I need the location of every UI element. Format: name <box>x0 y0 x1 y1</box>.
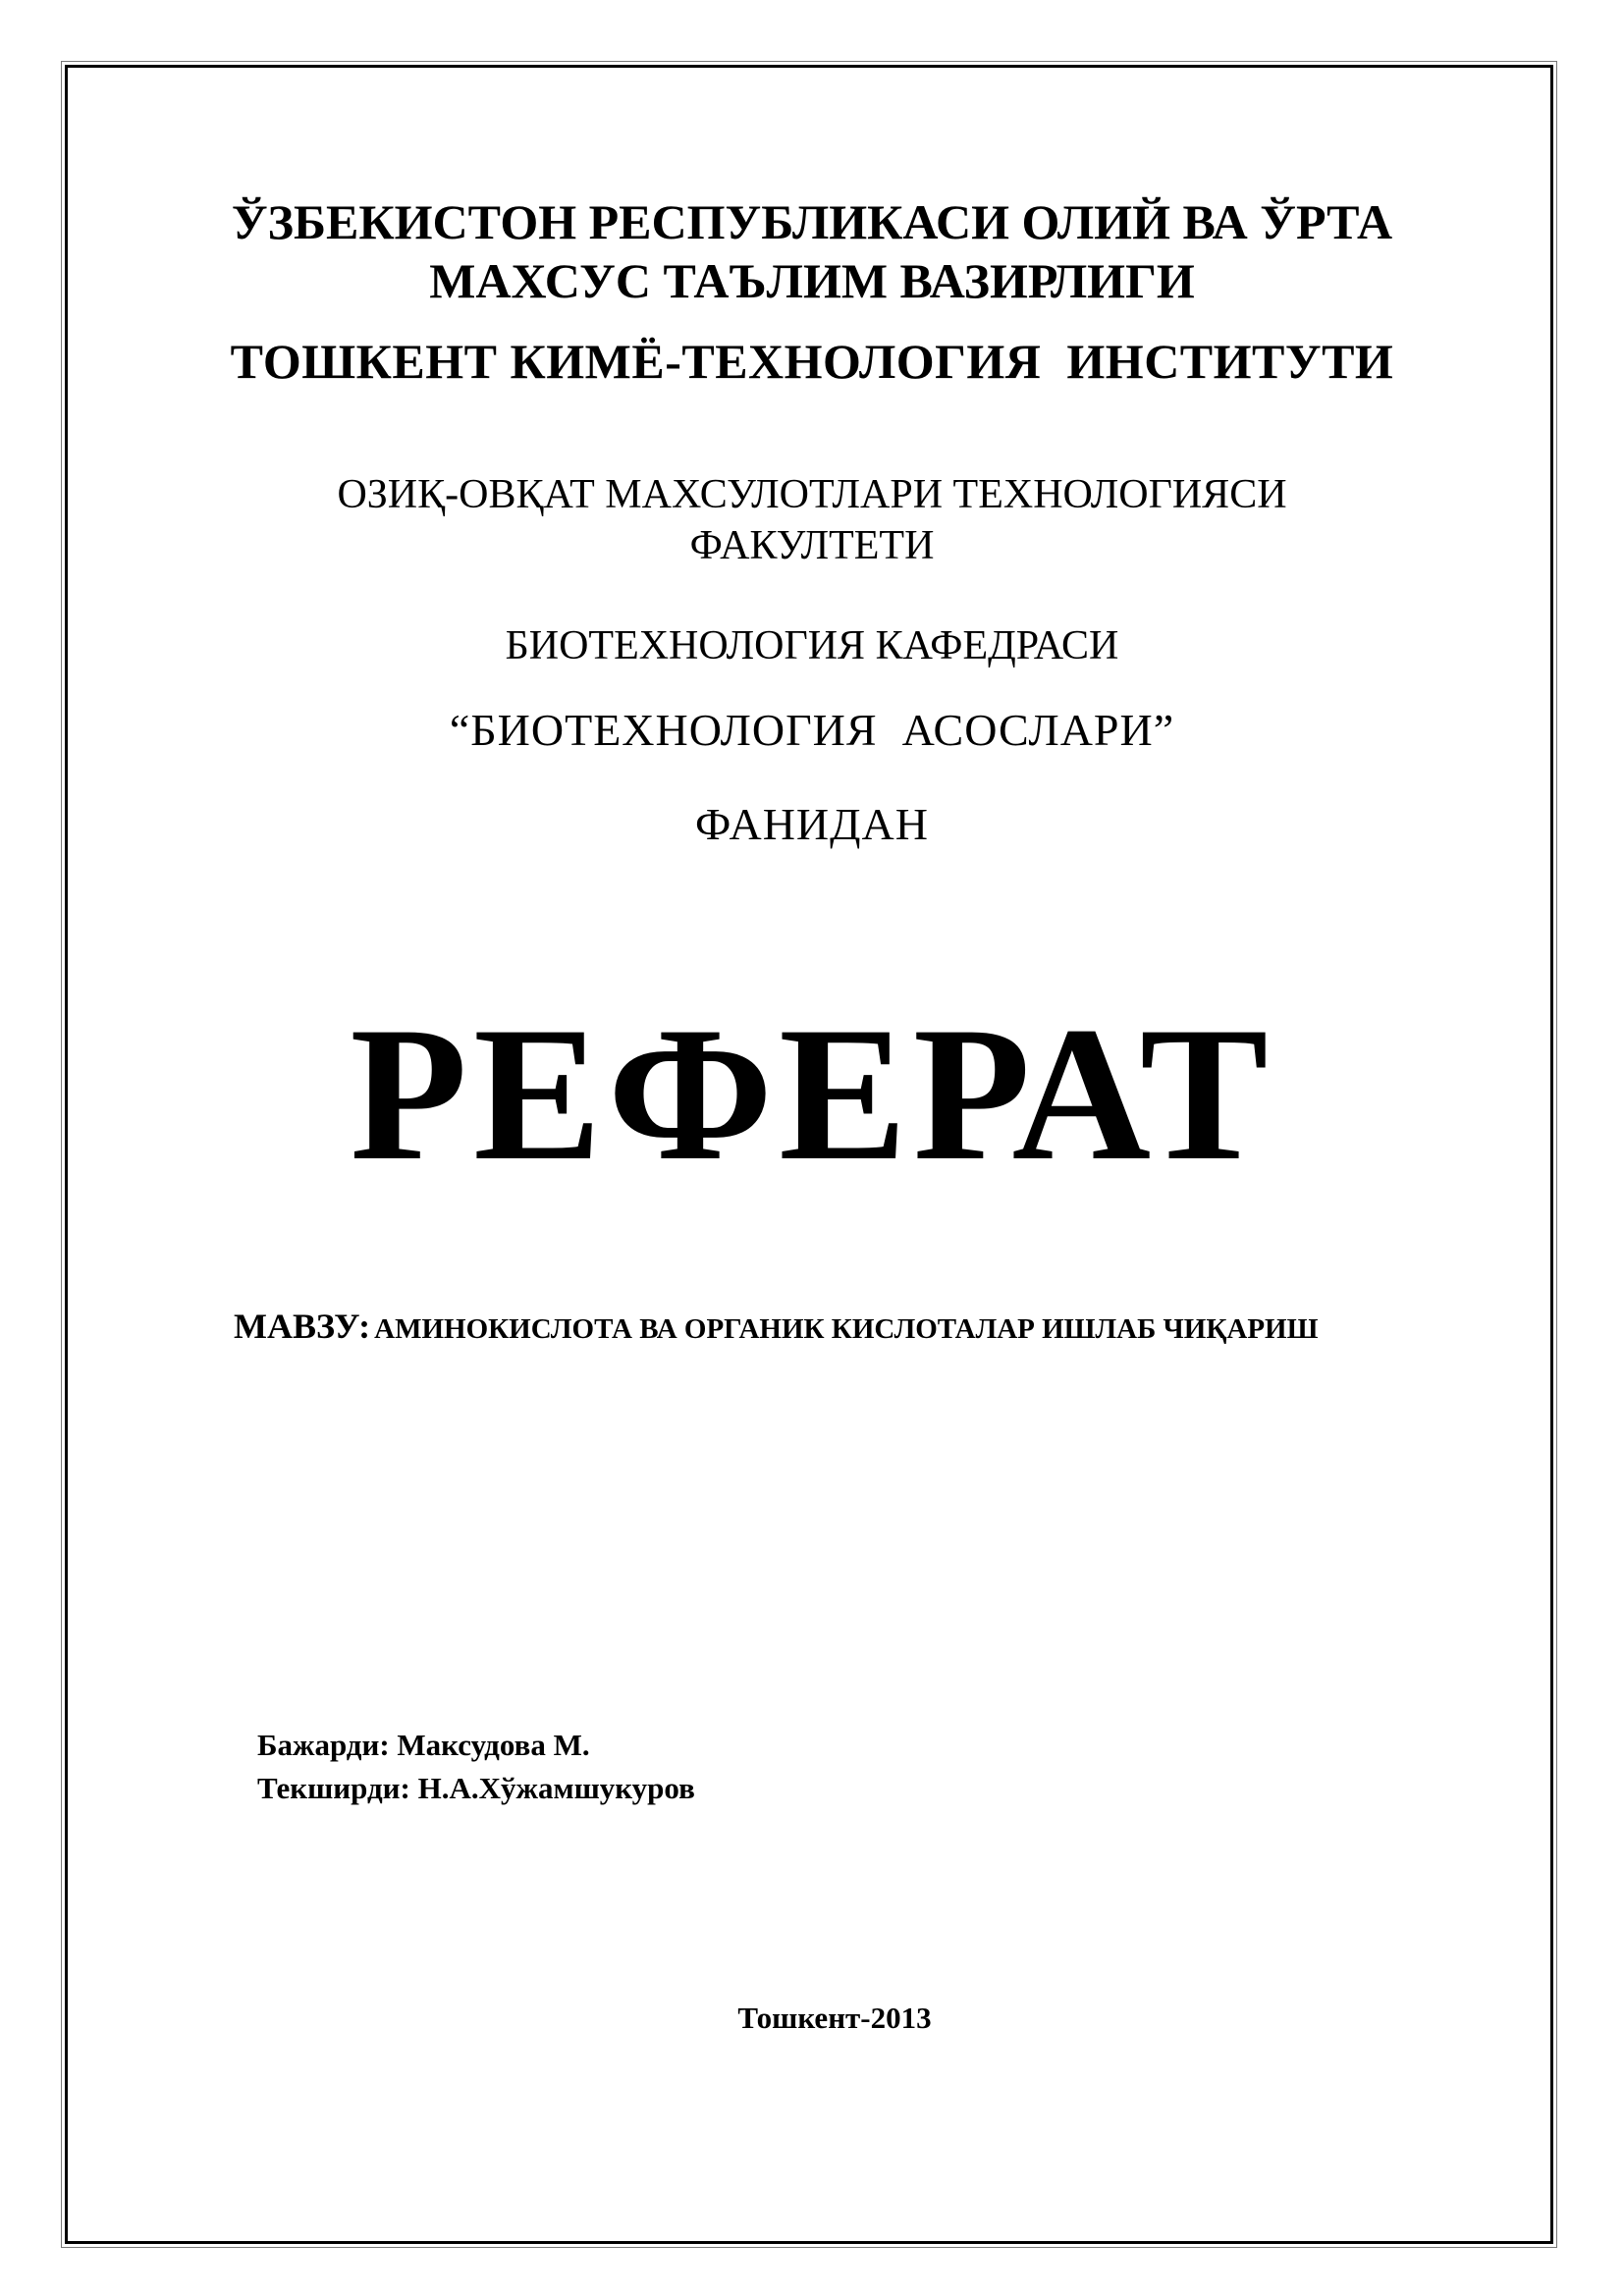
topic-label: МАВЗУ: <box>234 1307 371 1346</box>
faculty-title <box>0 469 1624 571</box>
subject-suffix: ФАНИДАН <box>695 799 929 849</box>
checked-by: Текширди: Н.А.Хўжамшукуров <box>257 1771 695 1805</box>
faculty-line-1: ОЗИҚ-ОВҚАТ МАХСУЛОТЛАРИ ТЕХНОЛОГИЯСИ <box>337 472 1287 517</box>
ministry-line-2: МАХСУС ТАЪЛИМ ВАЗИРЛИГИ <box>429 253 1195 308</box>
performed-by: Бажарди: Максудова М. <box>257 1728 590 1762</box>
topic-value: АМИНОКИСЛОТА ВА ОРГАНИК КИСЛОТАЛАР ИШЛАБ ЧИҚАРИШ <box>374 1313 1319 1345</box>
signers <box>257 1724 695 1810</box>
ministry-title <box>0 192 1624 310</box>
ministry-line-1: ЎЗБЕКИСТОН РЕСПУБЛИКАСИ ОЛИЙ ВА ЎРТА <box>231 194 1393 249</box>
department-title: БИОТЕХНОЛОГИЯ КАФЕДРАСИ <box>505 623 1119 668</box>
city-year: Тошкент-2013 <box>737 2001 932 2035</box>
faculty-line-2: ФАКУЛТЕТИ <box>689 523 935 568</box>
institute-title: ТОШКЕНТ КИМЁ-ТЕХНОЛОГИЯ ИНСТИТУТИ <box>230 334 1394 389</box>
document-title: РЕФЕРАТ <box>350 988 1274 1201</box>
subject-title: “БИОТЕХНОЛОГИЯ АСОСЛАРИ” <box>449 705 1175 755</box>
topic <box>234 1302 1318 1359</box>
